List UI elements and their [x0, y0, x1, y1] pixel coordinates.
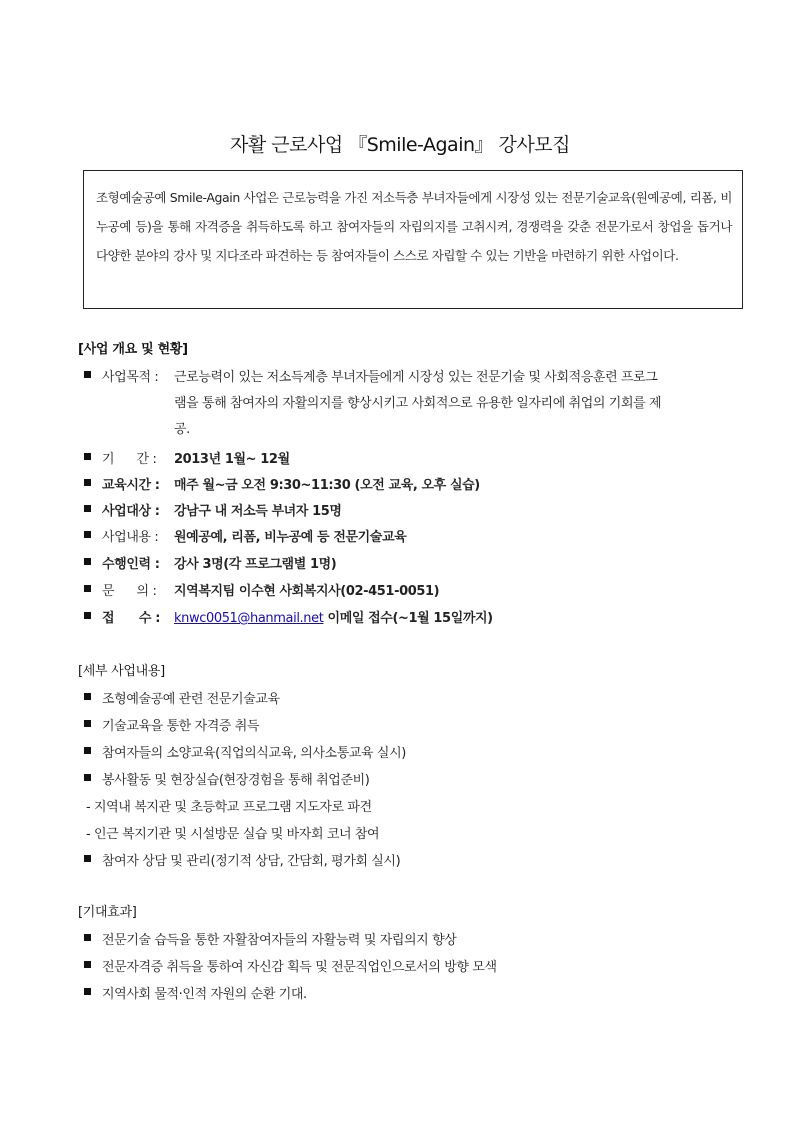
bullet-icon: [84, 371, 91, 378]
item-label: 사업내용 :: [102, 530, 159, 545]
item-label: 접 수 :: [102, 611, 160, 626]
item-value: 강사 3명(각 프로그램별 1명): [174, 557, 337, 572]
effects-heading: [기대효과]: [78, 905, 137, 920]
item-value: 2013년 1월~ 12월: [174, 452, 290, 467]
purpose-label: 사업목적 :: [102, 370, 159, 385]
bullet-icon: [84, 531, 91, 538]
item-value: 매주 월~금 오전 9:30~11:30 (오전 교육, 오후 실습): [174, 478, 480, 493]
purpose-line-3: 공.: [174, 422, 190, 437]
item-value: 원예공예, 리폼, 비누공예 등 전문기술교육: [174, 530, 407, 545]
item-label: 사업대상 :: [102, 504, 160, 519]
intro-box: 조형예술공예 Smile-Again 사업은 근로능력을 가진 저소득층 부녀자들에게 시장성 있는 전문기술교육(원예공예, 리폼, 비누공예 등)을 통해 자격증을 취득하도록 하고 참여자들의 자립의지를 고취시켜, 경쟁력을 갖춘 전문가로서 창업을 돕거나 다양한 분야의 강사 및 지다조라 파견하는 등 참여자들이 스스로 자립할 수 있는 기반을 마련하기 위한 사업이다.: [83, 170, 743, 309]
bullet-icon: [84, 961, 91, 968]
overview-section: [78, 338, 758, 357]
bullet-icon: [84, 505, 91, 512]
details-section: [78, 660, 758, 679]
purpose-line-2: 램을 통해 참여자의 자활의지를 향상시키고 사회적으로 유용한 일자리에 취업의 기회를 제: [174, 396, 662, 411]
details-text: 기술교육을 통한 자격증 취득: [102, 719, 260, 734]
details-subtext: - 지역내 복지관 및 초등학교 프로그램 지도자로 파견: [86, 800, 372, 815]
effects-text: 전문자격증 취득을 통하여 자신감 획득 및 전문직업인으로서의 방향 모색: [102, 960, 497, 975]
bullet-icon: [84, 453, 91, 460]
item-label: 문 의 :: [102, 584, 157, 599]
item-label: 수행인력 :: [102, 557, 160, 572]
details-text: 참여자들의 소양교육(직업의식교육, 의사소통교육 실시): [102, 746, 406, 761]
bullet-icon: [84, 855, 91, 862]
bullet-icon: [84, 774, 91, 781]
effects-section: [78, 901, 758, 920]
overview-heading: [사업 개요 및 현황]: [78, 342, 188, 357]
purpose-line-1: 근로능력이 있는 저소득계층 부녀자들에게 시장성 있는 전문기술 및 사회적응훈련 프로그: [174, 370, 658, 385]
item-label: 기 간 :: [102, 452, 157, 467]
bullet-icon: [84, 585, 91, 592]
details-text: 조형예술공예 관련 전문기술교육: [102, 692, 280, 707]
bullet-icon: [84, 612, 91, 619]
bullet-icon: [84, 720, 91, 727]
details-text: 참여자 상담 및 관리(정기적 상담, 간담회, 평가회 실시): [102, 854, 401, 869]
bullet-icon: [84, 988, 91, 995]
item-label: 교육시간 :: [102, 478, 160, 493]
bullet-icon: [84, 558, 91, 565]
item-value: 지역복지팀 이수현 사회복지사(02-451-0051): [174, 584, 440, 599]
effects-text: 지역사회 물적·인적 자원의 순환 기대.: [102, 987, 307, 1002]
email-link[interactable]: knwc0051@hanmail.net: [174, 611, 324, 626]
bullet-icon: [84, 693, 91, 700]
bullet-icon: [84, 747, 91, 754]
item-value: 강남구 내 저소득 부녀자 15명: [174, 504, 342, 519]
page-title: 자활 근로사업 『Smile-Again』 강사모집: [230, 134, 570, 156]
bullet-icon: [84, 479, 91, 486]
details-subtext: - 인근 복지기관 및 시설방문 실습 및 바자회 코너 참여: [86, 827, 380, 842]
bullet-icon: [84, 934, 91, 941]
details-text: 봉사활동 및 현장실습(현장경험을 통해 취업준비): [102, 773, 370, 788]
apply-suffix: 이메일 접수(~1월 15일까지): [323, 611, 493, 626]
effects-text: 전문기술 습득을 통한 자활참여자들의 자활능력 및 자립의지 향상: [102, 933, 457, 948]
details-heading: [세부 사업내용]: [78, 664, 165, 679]
